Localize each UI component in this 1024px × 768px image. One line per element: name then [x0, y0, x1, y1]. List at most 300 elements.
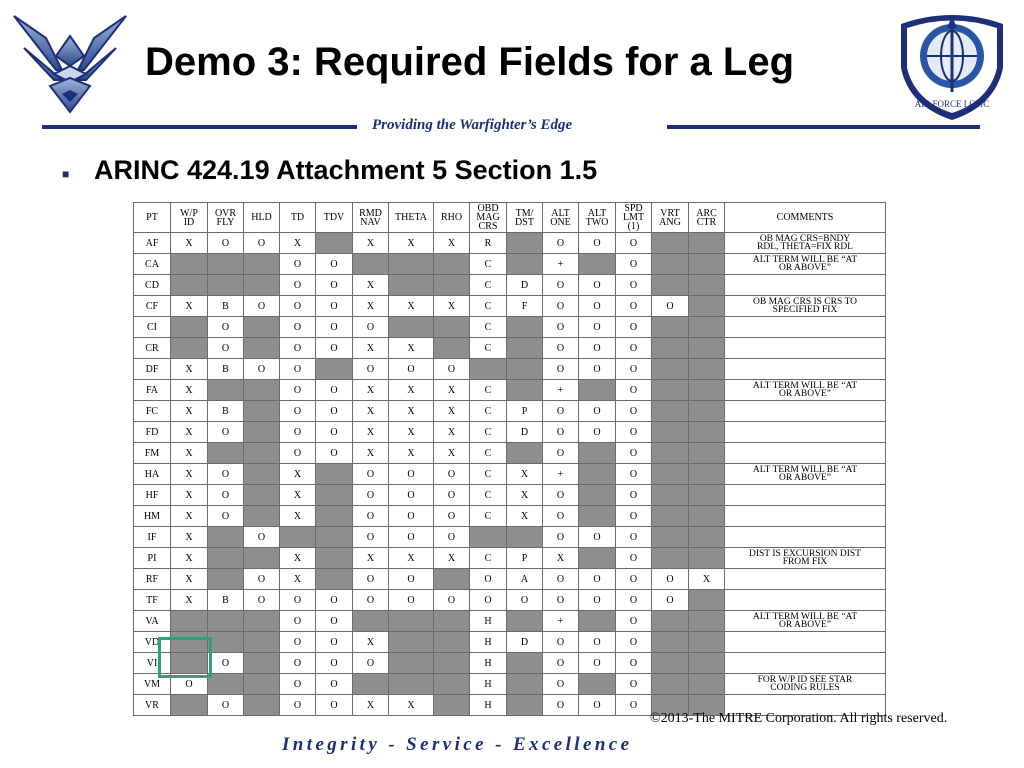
- table-cell: O: [280, 443, 316, 464]
- table-cell: C: [470, 296, 507, 317]
- shaded-cell: [434, 569, 470, 590]
- table-cell: O: [616, 401, 652, 422]
- shaded-cell: [316, 233, 353, 254]
- path-terminator-cell: FA: [134, 380, 171, 401]
- shaded-cell: [244, 380, 280, 401]
- air-force-lcmc-shield-logo: [893, 6, 1011, 124]
- bullet-text: ARINC 424.19 Attachment 5 Section 1.5: [94, 155, 598, 185]
- table-cell: O: [579, 275, 616, 296]
- shaded-cell: [652, 443, 689, 464]
- table-cell: O: [579, 422, 616, 443]
- table-cell: O: [280, 674, 316, 695]
- table-cell: X: [353, 338, 389, 359]
- table-cell: B: [208, 359, 244, 380]
- shaded-cell: [244, 464, 280, 485]
- table-cell: X: [171, 527, 208, 548]
- table-cell: X: [353, 296, 389, 317]
- shaded-cell: [507, 233, 543, 254]
- table-cell: O: [616, 485, 652, 506]
- table-cell: O: [543, 506, 579, 527]
- table-cell: O: [616, 443, 652, 464]
- shaded-cell: [652, 380, 689, 401]
- path-terminator-cell: CD: [134, 275, 171, 296]
- table-cell: O: [616, 569, 652, 590]
- table-cell: C: [470, 401, 507, 422]
- table-cell: C: [470, 464, 507, 485]
- table-cell: O: [434, 464, 470, 485]
- table-cell: X: [389, 233, 434, 254]
- table-cell: X: [171, 464, 208, 485]
- table-cell: O: [280, 695, 316, 716]
- table-cell: C: [470, 254, 507, 275]
- footer-motto: Integrity - Service - Excellence: [282, 734, 633, 755]
- table-cell: O: [389, 506, 434, 527]
- shaded-cell: [507, 317, 543, 338]
- path-terminator-cell: CR: [134, 338, 171, 359]
- shaded-cell: [171, 695, 208, 716]
- path-terminator-cell: VD: [134, 632, 171, 653]
- required-fields-table: [133, 202, 886, 716]
- column-header: TD: [280, 203, 316, 233]
- column-header: OVR FLY: [208, 203, 244, 233]
- table-cell: H: [470, 632, 507, 653]
- table-cell: O: [280, 380, 316, 401]
- shaded-cell: [244, 275, 280, 296]
- table-cell: O: [353, 527, 389, 548]
- table-cell: X: [171, 422, 208, 443]
- shaded-cell: [434, 254, 470, 275]
- comment-cell: [725, 569, 886, 590]
- path-terminator-cell: FM: [134, 443, 171, 464]
- table-cell: O: [616, 254, 652, 275]
- table-cell: O: [616, 275, 652, 296]
- table-cell: X: [434, 548, 470, 569]
- table-cell: O: [389, 527, 434, 548]
- table-row: [134, 464, 886, 485]
- table-cell: O: [543, 422, 579, 443]
- shaded-cell: [689, 611, 725, 632]
- bullet-square-icon: ■: [62, 167, 70, 181]
- shaded-cell: [507, 443, 543, 464]
- path-terminator-cell: CI: [134, 317, 171, 338]
- table-cell: O: [353, 590, 389, 611]
- table-cell: X: [171, 359, 208, 380]
- shaded-cell: [389, 632, 434, 653]
- table-cell: C: [470, 338, 507, 359]
- shaded-cell: [689, 275, 725, 296]
- path-terminator-cell: FD: [134, 422, 171, 443]
- comment-cell: [725, 275, 886, 296]
- shaded-cell: [689, 380, 725, 401]
- table-cell: O: [579, 590, 616, 611]
- path-terminator-cell: CA: [134, 254, 171, 275]
- shaded-cell: [507, 527, 543, 548]
- table-cell: O: [579, 317, 616, 338]
- table-row: [134, 317, 886, 338]
- table-cell: X: [171, 569, 208, 590]
- shaded-cell: [579, 443, 616, 464]
- shaded-cell: [689, 317, 725, 338]
- table-cell: C: [470, 275, 507, 296]
- table-cell: O: [353, 569, 389, 590]
- table-cell: O: [543, 275, 579, 296]
- shaded-cell: [389, 254, 434, 275]
- comment-cell: ALT TERM WILL BE “AT OR ABOVE”: [725, 464, 886, 485]
- column-header: W/P ID: [171, 203, 208, 233]
- table-cell: O: [244, 590, 280, 611]
- shaded-cell: [316, 548, 353, 569]
- table-cell: O: [244, 359, 280, 380]
- shaded-cell: [689, 590, 725, 611]
- shaded-cell: [316, 464, 353, 485]
- table-cell: O: [543, 653, 579, 674]
- shaded-cell: [316, 527, 353, 548]
- shaded-cell: [652, 527, 689, 548]
- highlight-box: [158, 637, 212, 678]
- path-terminator-cell: HF: [134, 485, 171, 506]
- comment-cell: [725, 506, 886, 527]
- table-cell: X: [280, 464, 316, 485]
- shaded-cell: [244, 401, 280, 422]
- shaded-cell: [652, 317, 689, 338]
- shaded-cell: [389, 674, 434, 695]
- shaded-cell: [652, 632, 689, 653]
- table-cell: O: [280, 338, 316, 359]
- shaded-cell: [507, 611, 543, 632]
- column-header: COMMENTS: [725, 203, 886, 233]
- table-cell: X: [353, 548, 389, 569]
- column-header: SPD LMT (1): [616, 203, 652, 233]
- path-terminator-cell: FC: [134, 401, 171, 422]
- shaded-cell: [208, 527, 244, 548]
- path-terminator-cell: VR: [134, 695, 171, 716]
- table-cell: O: [316, 401, 353, 422]
- shaded-cell: [244, 632, 280, 653]
- table-cell: H: [470, 653, 507, 674]
- shaded-cell: [579, 254, 616, 275]
- tagline: Providing the Warfighter’s Edge: [372, 117, 573, 133]
- table-cell: D: [507, 422, 543, 443]
- table-cell: X: [434, 380, 470, 401]
- column-header: ARC CTR: [689, 203, 725, 233]
- table-cell: O: [652, 569, 689, 590]
- table-cell: X: [171, 401, 208, 422]
- table-cell: X: [389, 548, 434, 569]
- table-cell: A: [507, 569, 543, 590]
- table-cell: X: [689, 569, 725, 590]
- table-row: [134, 569, 886, 590]
- shaded-cell: [689, 401, 725, 422]
- table-row: [134, 653, 886, 674]
- shaded-cell: [689, 485, 725, 506]
- header-rule-right: [667, 125, 980, 129]
- table-row: [134, 401, 886, 422]
- shaded-cell: [689, 359, 725, 380]
- table-cell: X: [353, 275, 389, 296]
- table-cell: C: [470, 506, 507, 527]
- table-cell: O: [543, 695, 579, 716]
- shaded-cell: [244, 422, 280, 443]
- table-cell: O: [579, 233, 616, 254]
- shaded-cell: [208, 674, 244, 695]
- table-cell: C: [470, 548, 507, 569]
- table-cell: O: [543, 338, 579, 359]
- column-header: VRT ANG: [652, 203, 689, 233]
- table-row: [134, 359, 886, 380]
- table-cell: X: [171, 485, 208, 506]
- shaded-cell: [579, 611, 616, 632]
- table-cell: O: [616, 632, 652, 653]
- shaded-cell: [689, 653, 725, 674]
- shaded-cell: [208, 254, 244, 275]
- path-terminator-cell: HM: [134, 506, 171, 527]
- table-cell: O: [616, 338, 652, 359]
- table-cell: O: [353, 464, 389, 485]
- table-cell: +: [543, 464, 579, 485]
- table-cell: O: [316, 590, 353, 611]
- table-cell: O: [579, 359, 616, 380]
- table-cell: O: [616, 548, 652, 569]
- table-cell: O: [434, 485, 470, 506]
- table-row: [134, 590, 886, 611]
- table-cell: O: [389, 359, 434, 380]
- shaded-cell: [316, 485, 353, 506]
- table-cell: O: [543, 569, 579, 590]
- table-cell: H: [470, 674, 507, 695]
- shaded-cell: [652, 275, 689, 296]
- table-cell: O: [280, 422, 316, 443]
- shaded-cell: [689, 254, 725, 275]
- comment-cell: FOR W/P ID SEE STAR CODING RULES: [725, 674, 886, 695]
- table-cell: O: [208, 485, 244, 506]
- table-cell: O: [543, 296, 579, 317]
- copyright-notice: ©2013-The MITRE Corporation. All rights reserved.: [650, 711, 948, 726]
- table-cell: O: [316, 275, 353, 296]
- table-cell: X: [507, 506, 543, 527]
- table-row: [134, 632, 886, 653]
- table-cell: X: [280, 548, 316, 569]
- table-cell: O: [316, 653, 353, 674]
- table-cell: O: [434, 506, 470, 527]
- shaded-cell: [434, 317, 470, 338]
- table-row: [134, 443, 886, 464]
- shaded-cell: [689, 296, 725, 317]
- table-cell: X: [171, 506, 208, 527]
- path-terminator-cell: AF: [134, 233, 171, 254]
- table-cell: O: [316, 632, 353, 653]
- table-row: [134, 527, 886, 548]
- table-cell: X: [280, 233, 316, 254]
- table-cell: X: [171, 590, 208, 611]
- table-cell: O: [507, 590, 543, 611]
- shaded-cell: [434, 674, 470, 695]
- table-cell: O: [316, 443, 353, 464]
- shaded-cell: [208, 548, 244, 569]
- shaded-cell: [171, 275, 208, 296]
- shaded-cell: [244, 548, 280, 569]
- path-terminator-cell: DF: [134, 359, 171, 380]
- shaded-cell: [579, 506, 616, 527]
- table-cell: O: [543, 632, 579, 653]
- table-cell: O: [244, 233, 280, 254]
- shaded-cell: [280, 527, 316, 548]
- shaded-cell: [208, 275, 244, 296]
- shaded-cell: [689, 632, 725, 653]
- shaded-cell: [652, 506, 689, 527]
- comment-cell: [725, 632, 886, 653]
- table-cell: X: [434, 401, 470, 422]
- shaded-cell: [208, 611, 244, 632]
- comment-cell: [725, 485, 886, 506]
- table-row: [134, 275, 886, 296]
- shaded-cell: [171, 254, 208, 275]
- shaded-cell: [579, 485, 616, 506]
- table-cell: O: [389, 464, 434, 485]
- shaded-cell: [316, 569, 353, 590]
- table-cell: O: [280, 611, 316, 632]
- shaded-cell: [171, 338, 208, 359]
- table-cell: O: [579, 338, 616, 359]
- path-terminator-cell: VA: [134, 611, 171, 632]
- shaded-cell: [507, 338, 543, 359]
- table-cell: O: [579, 527, 616, 548]
- table-cell: O: [316, 422, 353, 443]
- table-cell: O: [616, 422, 652, 443]
- column-header: ALT ONE: [543, 203, 579, 233]
- path-terminator-cell: RF: [134, 569, 171, 590]
- table-cell: O: [208, 506, 244, 527]
- shaded-cell: [579, 674, 616, 695]
- table-cell: O: [316, 380, 353, 401]
- table-cell: O: [652, 590, 689, 611]
- table-cell: O: [616, 233, 652, 254]
- column-header: PT: [134, 203, 171, 233]
- table-cell: O: [616, 317, 652, 338]
- table-cell: O: [280, 296, 316, 317]
- column-header: HLD: [244, 203, 280, 233]
- table-cell: X: [280, 569, 316, 590]
- table-cell: H: [470, 695, 507, 716]
- shaded-cell: [689, 506, 725, 527]
- table-cell: O: [171, 674, 208, 695]
- table-cell: O: [316, 695, 353, 716]
- shaded-cell: [434, 611, 470, 632]
- table-row: [134, 380, 886, 401]
- table-cell: C: [470, 422, 507, 443]
- table-cell: X: [171, 380, 208, 401]
- column-header: RMD NAV: [353, 203, 389, 233]
- table-cell: O: [244, 569, 280, 590]
- table-cell: O: [616, 611, 652, 632]
- table-cell: O: [244, 527, 280, 548]
- shaded-cell: [652, 674, 689, 695]
- comment-cell: [725, 359, 886, 380]
- comment-cell: [725, 590, 886, 611]
- table-cell: X: [353, 233, 389, 254]
- shaded-cell: [389, 653, 434, 674]
- table-header-row: [134, 203, 886, 233]
- table-row: [134, 506, 886, 527]
- table-cell: O: [280, 590, 316, 611]
- table-cell: O: [208, 317, 244, 338]
- shaded-cell: [244, 443, 280, 464]
- comment-cell: OB MAG CRS IS CRS TO SPECIFIED FIX: [725, 296, 886, 317]
- table-cell: O: [470, 590, 507, 611]
- column-header: TM/ DST: [507, 203, 543, 233]
- table-cell: O: [579, 296, 616, 317]
- path-terminator-cell: VI: [134, 653, 171, 674]
- shaded-cell: [652, 422, 689, 443]
- comment-cell: [725, 401, 886, 422]
- table-cell: O: [280, 254, 316, 275]
- table-cell: X: [389, 296, 434, 317]
- path-terminator-cell: HA: [134, 464, 171, 485]
- table-cell: O: [579, 695, 616, 716]
- table-cell: F: [507, 296, 543, 317]
- table-cell: X: [389, 380, 434, 401]
- column-header: RHO: [434, 203, 470, 233]
- table-cell: +: [543, 611, 579, 632]
- shaded-cell: [244, 611, 280, 632]
- table-cell: B: [208, 401, 244, 422]
- shaded-cell: [244, 338, 280, 359]
- table-cell: O: [616, 653, 652, 674]
- shaded-cell: [389, 317, 434, 338]
- table-cell: O: [389, 590, 434, 611]
- shaded-cell: [689, 548, 725, 569]
- shaded-cell: [208, 632, 244, 653]
- shaded-cell: [316, 359, 353, 380]
- table-cell: B: [208, 296, 244, 317]
- shaded-cell: [652, 359, 689, 380]
- table-cell: C: [470, 443, 507, 464]
- shaded-cell: [316, 506, 353, 527]
- comment-cell: DIST IS EXCURSION DIST FROM FIX: [725, 548, 886, 569]
- path-terminator-cell: CF: [134, 296, 171, 317]
- shaded-cell: [652, 548, 689, 569]
- comment-cell: [725, 422, 886, 443]
- table-cell: O: [244, 296, 280, 317]
- shaded-cell: [579, 464, 616, 485]
- shaded-cell: [689, 338, 725, 359]
- table-cell: O: [316, 338, 353, 359]
- shaded-cell: [507, 254, 543, 275]
- table-row: [134, 611, 886, 632]
- table-cell: O: [208, 338, 244, 359]
- table-cell: O: [353, 653, 389, 674]
- comment-cell: [725, 338, 886, 359]
- table-cell: O: [280, 632, 316, 653]
- shaded-cell: [579, 548, 616, 569]
- shaded-cell: [208, 380, 244, 401]
- table-cell: O: [353, 317, 389, 338]
- table-cell: X: [353, 401, 389, 422]
- comment-cell: [725, 653, 886, 674]
- table-cell: O: [280, 359, 316, 380]
- shaded-cell: [652, 653, 689, 674]
- table-cell: O: [280, 275, 316, 296]
- table-cell: X: [389, 338, 434, 359]
- shaded-cell: [389, 275, 434, 296]
- shaded-cell: [689, 443, 725, 464]
- shaded-cell: [244, 317, 280, 338]
- shaded-cell: [434, 695, 470, 716]
- table-cell: O: [579, 569, 616, 590]
- comment-cell: OB MAG CRS=BNDY RDL, THETA=FIX RDL: [725, 233, 886, 254]
- table-cell: O: [579, 653, 616, 674]
- table-cell: O: [280, 401, 316, 422]
- table-cell: X: [171, 443, 208, 464]
